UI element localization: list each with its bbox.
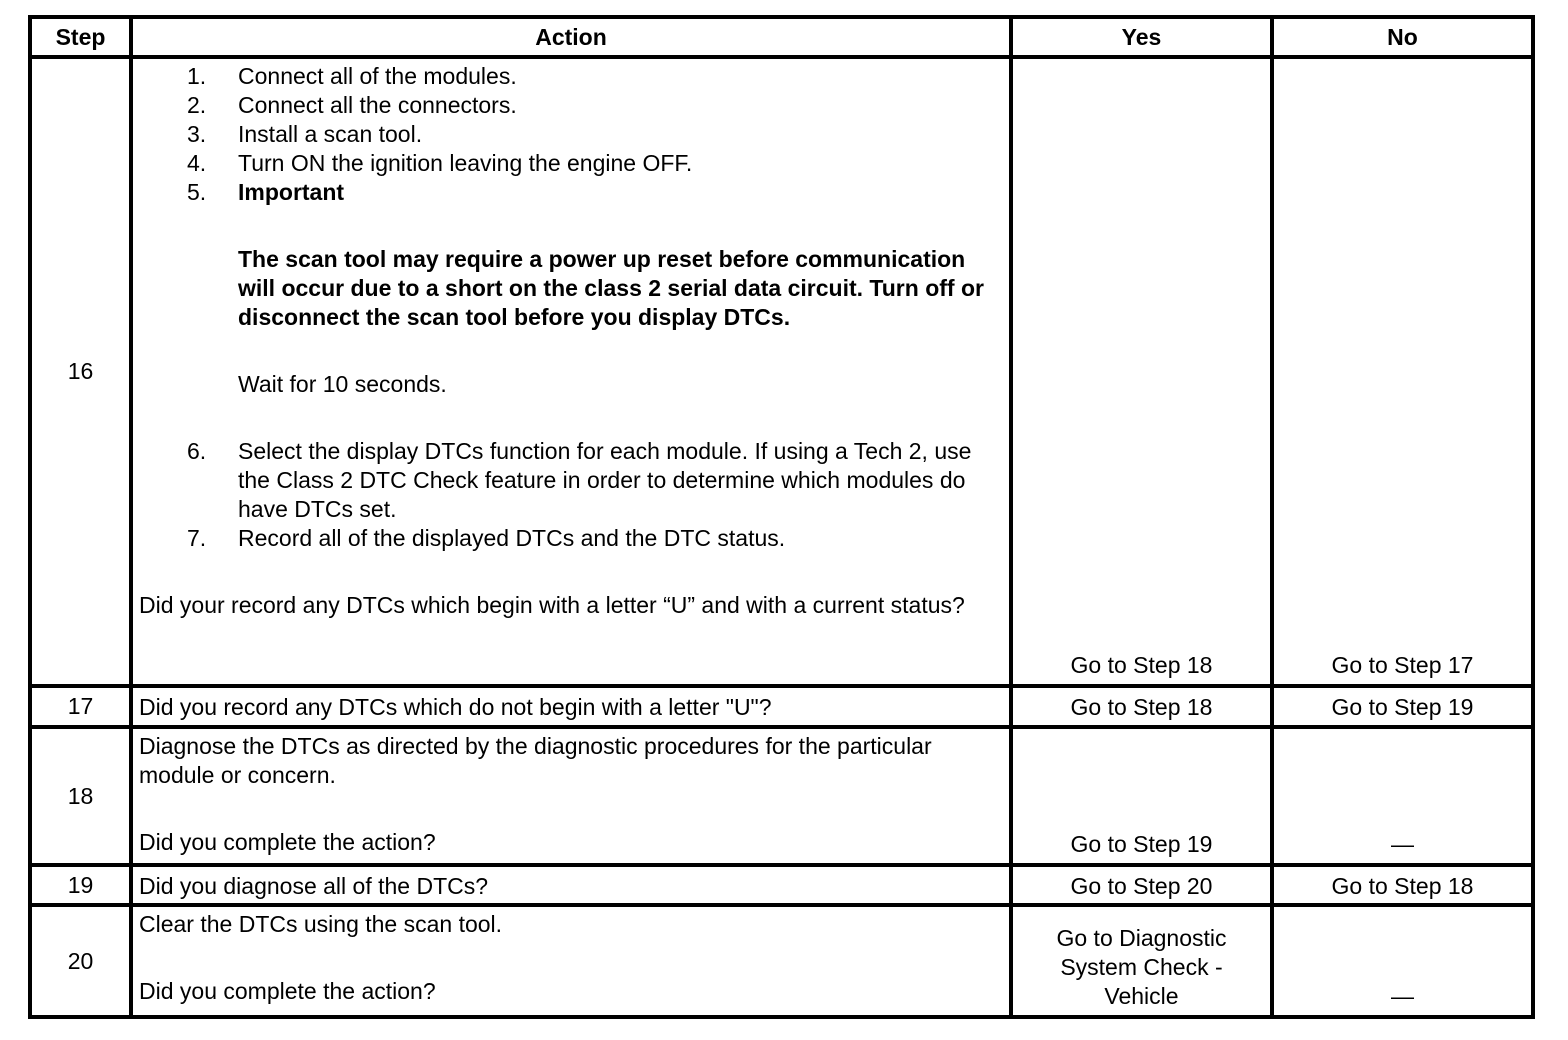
procedure-list (139, 62, 1003, 553)
no-cell: — (1272, 905, 1533, 1017)
question-text: Did you record any DTCs which do not begin with a letter "U"? (131, 686, 1011, 727)
item-number: 1. (187, 63, 207, 89)
list-item (139, 178, 1003, 437)
list-item (139, 437, 1003, 524)
item-number: 7. (187, 525, 207, 551)
item-text: Record all of the displayed DTCs and the DTC status. (238, 525, 786, 551)
header-row (30, 17, 1533, 57)
step-number: 18 (30, 727, 131, 865)
step-number: 19 (30, 865, 131, 905)
step-number: 17 (30, 686, 131, 727)
step-number: 16 (30, 57, 131, 686)
question-text: Did you complete the action? (139, 978, 436, 1004)
no-cell: Go to Step 19 (1272, 686, 1533, 727)
action-cell (131, 57, 1011, 686)
list-item (139, 120, 1003, 149)
list-item (139, 91, 1003, 120)
important-note: The scan tool may require a power up reset before communication will occur due to a short on the class 2 serial data circuit. Turn off or disconnect the scan tool before you display DTCs. (238, 246, 984, 330)
header-no: No (1272, 17, 1533, 57)
no-cell: — (1272, 727, 1533, 865)
item-text: Connect all the connectors. (238, 92, 517, 118)
step-number: 20 (30, 905, 131, 1017)
item-text: Turn ON the ignition leaving the engine OFF. (238, 150, 693, 176)
item-number: 5. (187, 179, 207, 205)
table-row (30, 57, 1533, 686)
action-text: Diagnose the DTCs as directed by the diagnostic procedures for the particular module or concern. (139, 733, 932, 788)
item-number: 6. (187, 438, 207, 464)
item-number: 3. (187, 121, 207, 147)
question-text: Did your record any DTCs which begin with a letter “U” and with a current status? (139, 592, 965, 618)
important-heading: Important (238, 179, 345, 205)
header-step: Step (30, 17, 131, 57)
item-number: 2. (187, 92, 207, 118)
no-cell: Go to Step 18 (1272, 865, 1533, 905)
action-cell (131, 905, 1011, 1017)
list-item (139, 524, 1003, 553)
list-item (139, 62, 1003, 91)
list-item (139, 149, 1003, 178)
wait-text: Wait for 10 seconds. (238, 371, 447, 397)
yes-cell: Go to Diagnostic System Check - Vehicle (1011, 905, 1272, 1017)
table-row (30, 727, 1533, 865)
yes-cell: Go to Step 18 (1011, 686, 1272, 727)
yes-cell: Go to Step 18 (1011, 57, 1272, 686)
item-text: Connect all of the modules. (238, 63, 517, 89)
table-row (30, 865, 1533, 905)
action-cell (131, 727, 1011, 865)
table-row (30, 686, 1533, 727)
table-row (30, 905, 1533, 1017)
item-number: 4. (187, 150, 207, 176)
question-text: Did you complete the action? (139, 829, 436, 855)
header-yes: Yes (1011, 17, 1272, 57)
question-text: Did you diagnose all of the DTCs? (131, 865, 1011, 905)
item-text: Install a scan tool. (238, 121, 423, 147)
header-action: Action (131, 17, 1011, 57)
action-text: Clear the DTCs using the scan tool. (139, 911, 503, 937)
no-cell: Go to Step 17 (1272, 57, 1533, 686)
item-text: Select the display DTCs function for each module. If using a Tech 2, use the Class 2 DTC Check feature in order to determine which modules do have DTCs set. (238, 438, 972, 522)
yes-cell: Go to Step 20 (1011, 865, 1272, 905)
yes-cell: Go to Step 19 (1011, 727, 1272, 865)
diagnostic-table (28, 15, 1535, 1019)
